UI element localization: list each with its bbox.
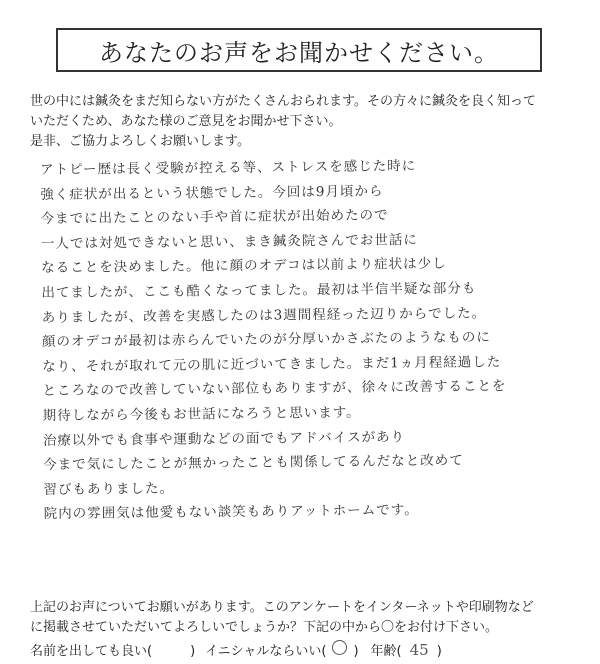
handwritten-line: 今まで気にしたことが無かったことも関係してるんだなと改めて [43, 452, 464, 474]
handwritten-line: なり、それが取れて元の肌に近づいてきました。まだ1ヵ月程経過した [42, 353, 502, 375]
handwritten-line: 治療以外でも食事や運動などの面でもアドバイスがあり [42, 428, 406, 449]
handwritten-line: 期待しながら今後もお世話になろうと思います。 [42, 404, 361, 424]
handwritten-line: ありましたが、改善を実感したのは3週間程経った辺りからでした。 [41, 304, 487, 326]
consent-section [30, 598, 585, 662]
consent-options [30, 640, 585, 662]
handwritten-line: 習びもありました。 [43, 480, 175, 498]
initial-ok-label: イニシャルならいい( [205, 644, 327, 659]
name-ok-close: ) [190, 644, 196, 659]
handwritten-line: 今までに出たことのない手や首に症状が出始めたので [40, 207, 389, 228]
handwritten-line: 出てましたが、ここも酷くなってました。最初は半信半疑な部分も [41, 280, 477, 301]
page-title: あなたのお声をお聞かせください。 [99, 38, 499, 67]
intro-text [30, 92, 580, 152]
intro-line: 是非、ご協力よろしくお願いします。 [30, 134, 250, 149]
circle-mark-icon[interactable] [332, 640, 347, 655]
handwritten-line: ところなので改善していない部位もありますが、徐々に改善することを [42, 378, 507, 400]
age-close: ) [436, 644, 442, 659]
age-label: 年齢( [370, 644, 402, 659]
consent-line: に掲載させていただいてよろしいでしょうか？下記の中から〇をお付け下さい。 [30, 620, 499, 635]
handwritten-line: 顔のオデコが最初は赤らんでいたのが分厚いかさぶたのようなものに [41, 329, 491, 351]
intro-line: 世の中には鍼灸をまだ知らない方がたくさんおられます。その方々に鍼灸を良く知って [30, 94, 536, 109]
handwritten-line: なることを決めました。他に顔のオデコは以前より症状は少し [41, 256, 447, 277]
consent-line: 上記のお声についてお願いがあります。このアンケートをインターネットや印刷物など [30, 600, 534, 615]
handwritten-response [40, 152, 574, 526]
handwritten-line: 一人では対処できないと思い、まき鍼灸院さんでお世話に [40, 231, 418, 252]
handwritten-line: アトピー歴は長く受験が控える等、ストレスを感じた時に [40, 158, 417, 178]
intro-line: いただくため、あなた様のご意見をお聞かせ下さい。 [30, 114, 342, 129]
name-ok-label: 名前を出しても良い( [30, 644, 153, 659]
initial-ok-close: ) [353, 644, 359, 659]
handwritten-line: 強く症状が出るという状態でした。今回は9月頃から [40, 182, 384, 203]
age-value[interactable]: 45 [409, 641, 429, 659]
handwritten-line: 院内の雰囲気は他愛もない談笑もありアットホームです。 [43, 502, 419, 523]
title-box [56, 28, 542, 72]
